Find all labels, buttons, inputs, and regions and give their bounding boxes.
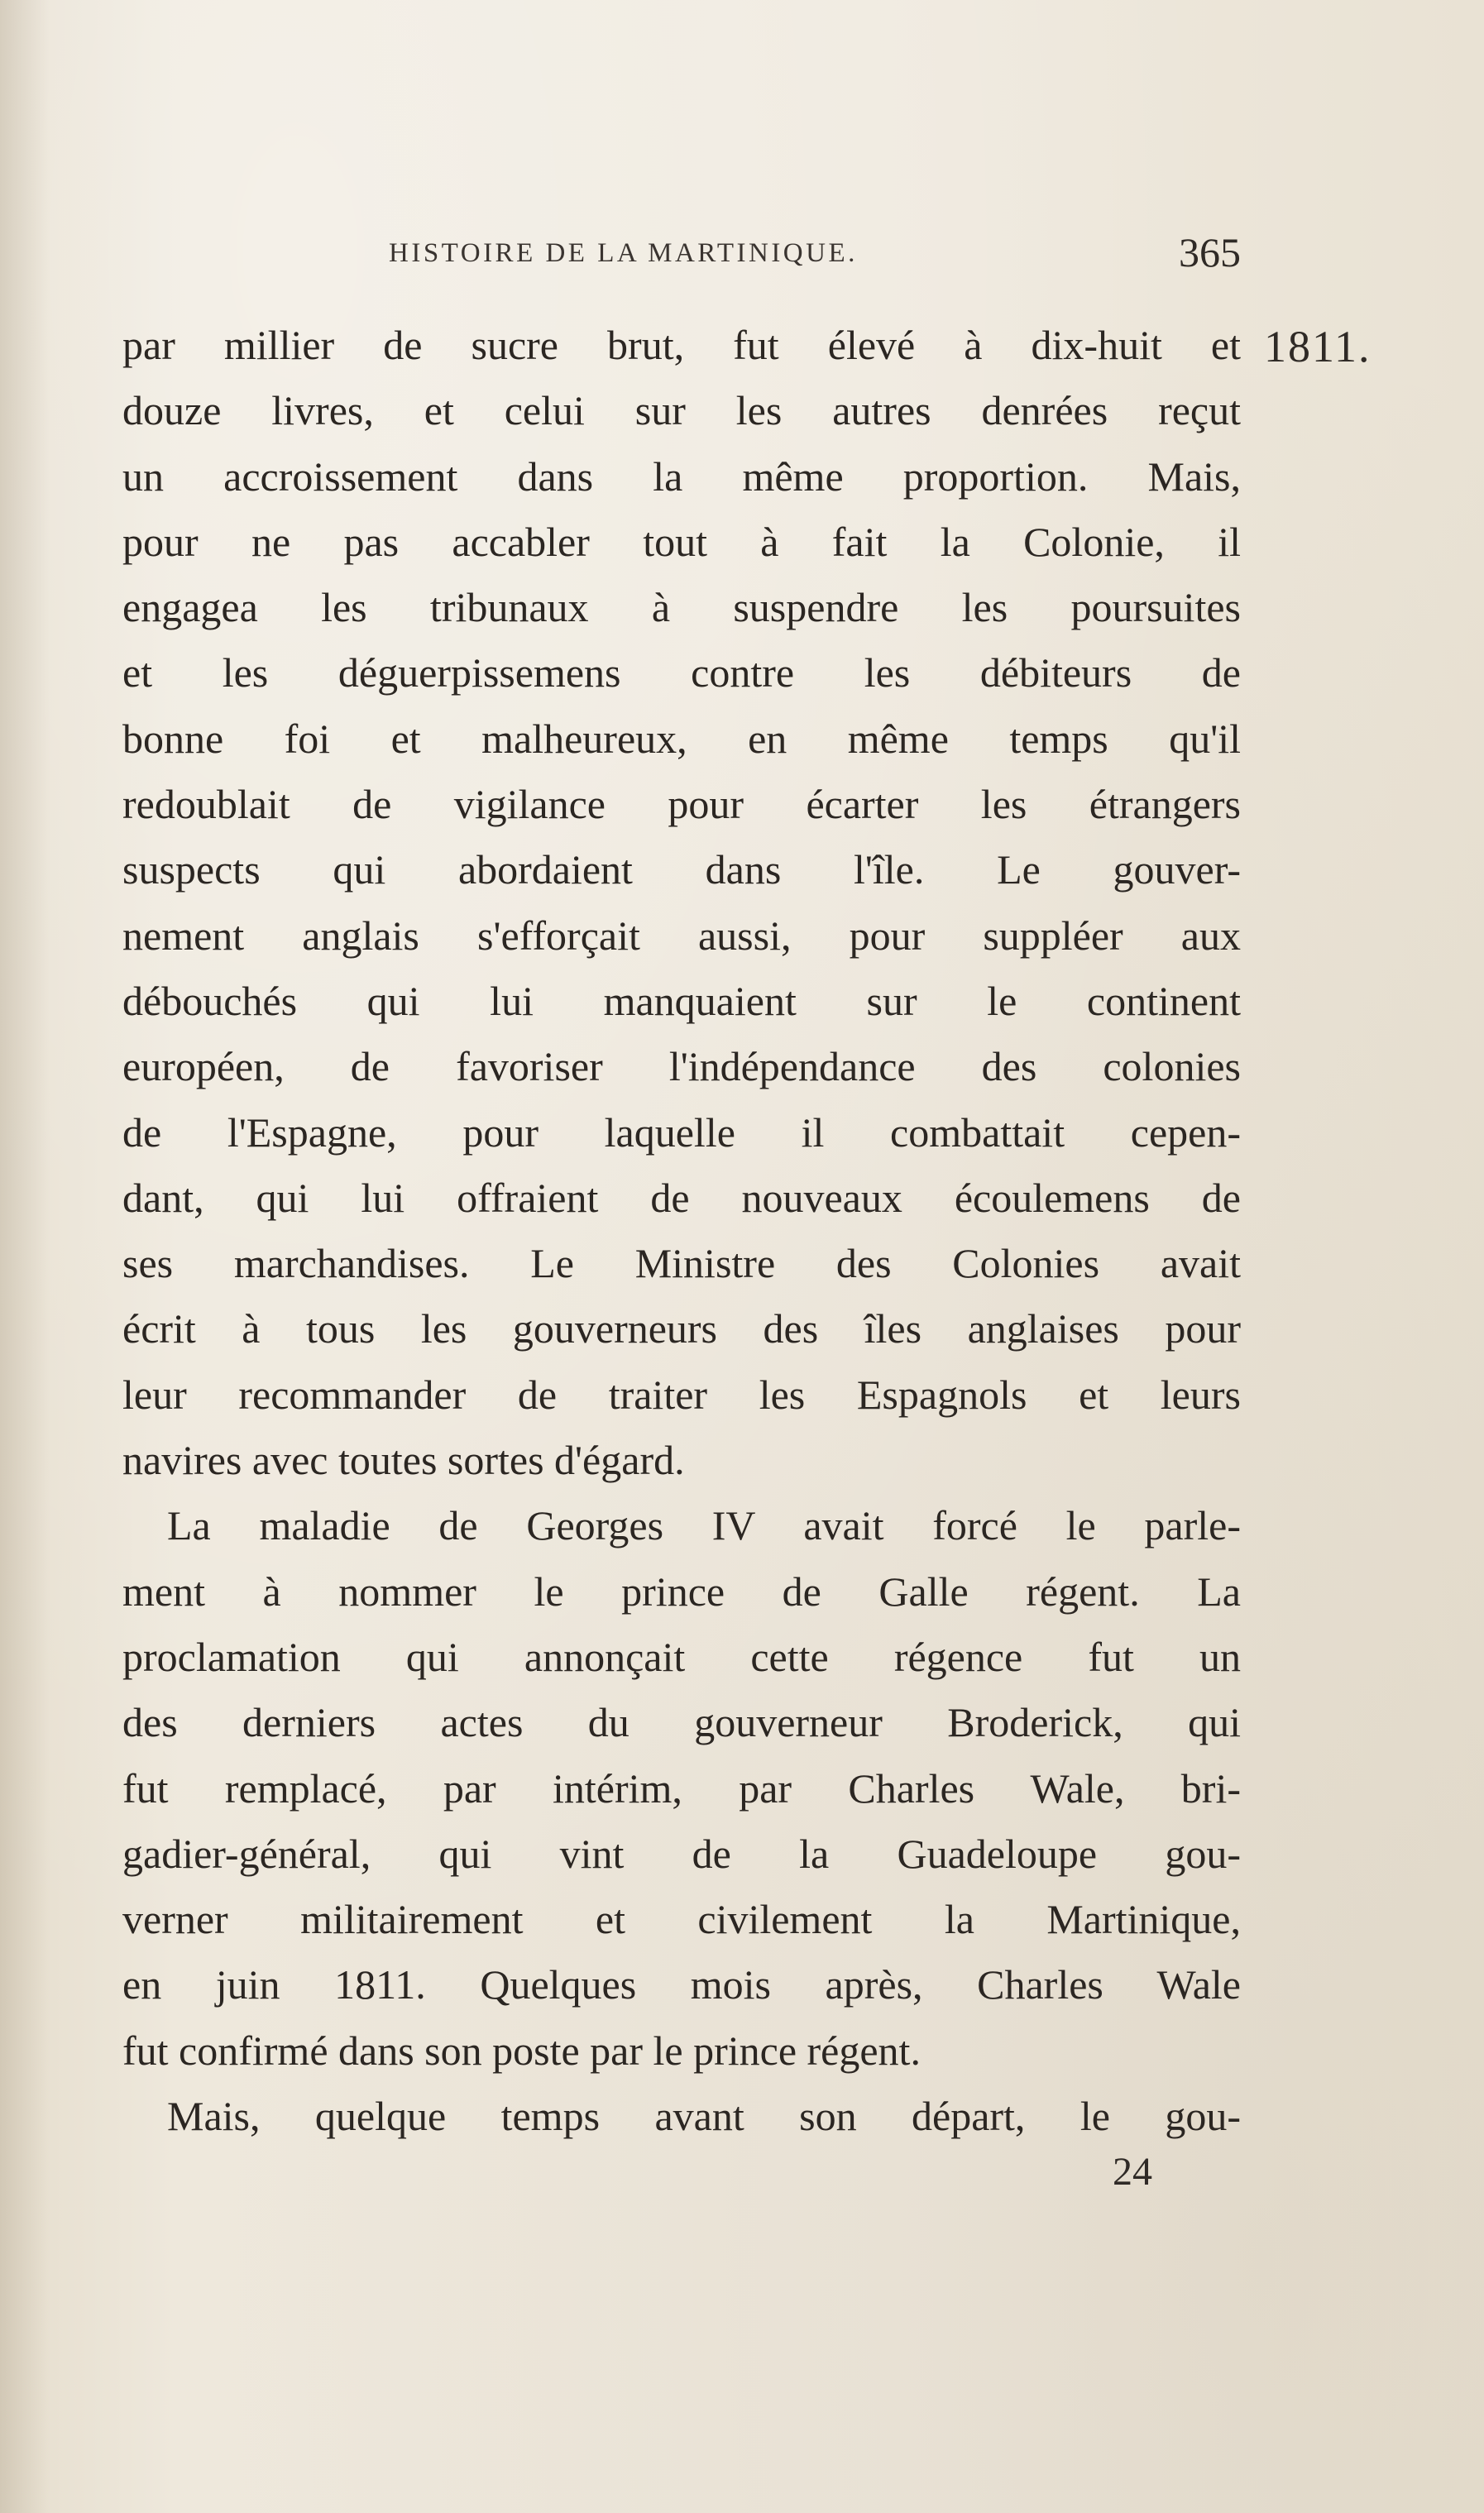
text-line: pour ne pas accabler tout à fait la Colonie, il <box>122 518 1241 565</box>
paragraph-start-line: Mais, quelque temps avant son départ, le gou- <box>167 2093 1241 2140</box>
text-line: en juin 1811. Quelques mois après, Charles Wale <box>122 1961 1241 2008</box>
text-line: et les déguerpissemens contre les débiteurs de <box>122 649 1241 696</box>
margin-year-note: 1811. <box>1264 322 1372 371</box>
text-line: suspects qui abordaient dans l'île. Le gouver- <box>122 846 1241 893</box>
signature-mark: 24 <box>1113 2150 1152 2194</box>
text-line: redoublait de vigilance pour écarter les étrangers <box>122 781 1241 828</box>
text-line: ment à nommer le prince de Galle régent. La <box>122 1568 1241 1615</box>
text-line: fut remplacé, par intérim, par Charles Wale, bri- <box>122 1764 1241 1812</box>
text-line: proclamation qui annonçait cette régence fut un <box>122 1633 1241 1680</box>
running-head: HISTOIRE DE LA MARTINIQUE. <box>389 238 858 268</box>
body-text <box>122 313 1241 2149</box>
paragraph-end-line: navires avec toutes sortes d'égard. <box>122 1437 685 1484</box>
page-header <box>124 229 1241 283</box>
text-line: de l'Espagne, pour laquelle il combattait cepen- <box>122 1108 1241 1156</box>
text-line: bonne foi et malheureux, en même temps qu'il <box>122 715 1241 762</box>
text-line: leur recommander de traiter les Espagnols et leurs <box>122 1371 1241 1418</box>
paragraph-end-line: fut confirmé dans son poste par le prince régent. <box>122 2027 921 2074</box>
page-number: 365 <box>1179 229 1241 275</box>
text-line: douze livres, et celui sur les autres denrées reçut <box>122 387 1241 434</box>
spine-shadow <box>0 0 50 2513</box>
text-line: européen, de favoriser l'indépendance des colonies <box>122 1043 1241 1090</box>
text-line: nement anglais s'efforçait aussi, pour suppléer aux <box>122 912 1241 959</box>
text-line: dant, qui lui offraient de nouveaux écoulemens de <box>122 1174 1241 1221</box>
text-line: engagea les tribunaux à suspendre les poursuites <box>122 584 1241 631</box>
text-line: des derniers actes du gouverneur Broderick, qui <box>122 1699 1241 1746</box>
text-line: écrit à tous les gouverneurs des îles anglaises pour <box>122 1305 1241 1352</box>
text-line: ses marchandises. Le Ministre des Colonies avait <box>122 1240 1241 1287</box>
text-line: gadier-général, qui vint de la Guadeloupe gou- <box>122 1830 1241 1877</box>
text-line: débouchés qui lui manquaient sur le continent <box>122 977 1241 1024</box>
text-line: par millier de sucre brut, fut élevé à dix-huit et <box>122 322 1241 368</box>
paragraph-start-line: La maladie de Georges IV avait forcé le parle- <box>167 1502 1241 1549</box>
text-line: verner militairement et civilement la Martinique, <box>122 1896 1241 1943</box>
text-line: un accroissement dans la même proportion. Mais, <box>122 452 1241 500</box>
